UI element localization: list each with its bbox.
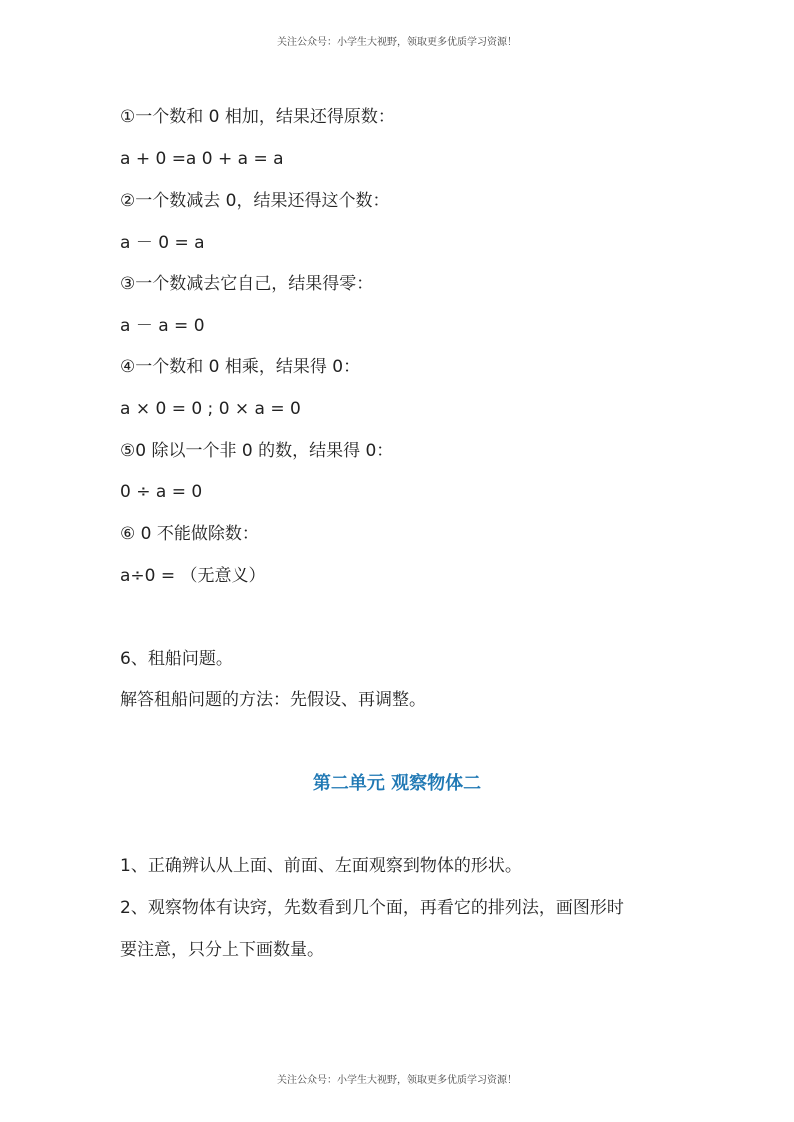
page-footer: 关注公众号：小学生大视野，领取更多优质学习资源！ (277, 1075, 517, 1086)
formula-divide-by-zero: a÷0 = （无意义） (120, 566, 266, 586)
formula-subtract-self: a － a = 0 (120, 316, 205, 336)
section-title-unit-two: 第二单元 观察物体二 (312, 773, 482, 794)
formula-add-zero: a + 0 =a 0 + a = a (120, 149, 284, 169)
rule-subtract-self: ③一个数减去它自己，结果得零： (120, 274, 374, 294)
formula-subtract-zero: a － 0 = a (120, 233, 205, 253)
formula-zero-divided: 0 ÷ a = 0 (120, 482, 203, 502)
unit-two-point-1: 1、正确辨认从上面、前面、左面观察到物体的形状。 (120, 856, 522, 876)
rule-add-zero: ①一个数和 0 相加，结果还得原数： (120, 107, 395, 127)
page-header: 关注公众号：小学生大视野，领取更多优质学习资源！ (277, 37, 517, 48)
unit-two-point-2: 2、观察物体有诀窍，先数看到几个面，再看它的排列法，画图形时 (120, 898, 624, 918)
formula-multiply-zero: a × 0 = 0 ; 0 × a = 0 (120, 399, 301, 419)
rule-subtract-zero: ②一个数减去 0，结果还得这个数： (120, 191, 390, 211)
rule-no-divide-by-zero: ⑥ 0 不能做除数： (120, 524, 259, 544)
unit-two-point-2-continued: 要注意，只分上下画数量。 (120, 940, 324, 960)
heading-boat-rental: 6、租船问题。 (120, 649, 233, 669)
rule-multiply-zero: ④一个数和 0 相乘，结果得 0： (120, 357, 361, 377)
rule-zero-divided: ⑤0 除以一个非 0 的数，结果得 0： (120, 441, 394, 461)
boat-rental-method: 解答租船问题的方法：先假设、再调整。 (120, 690, 426, 710)
